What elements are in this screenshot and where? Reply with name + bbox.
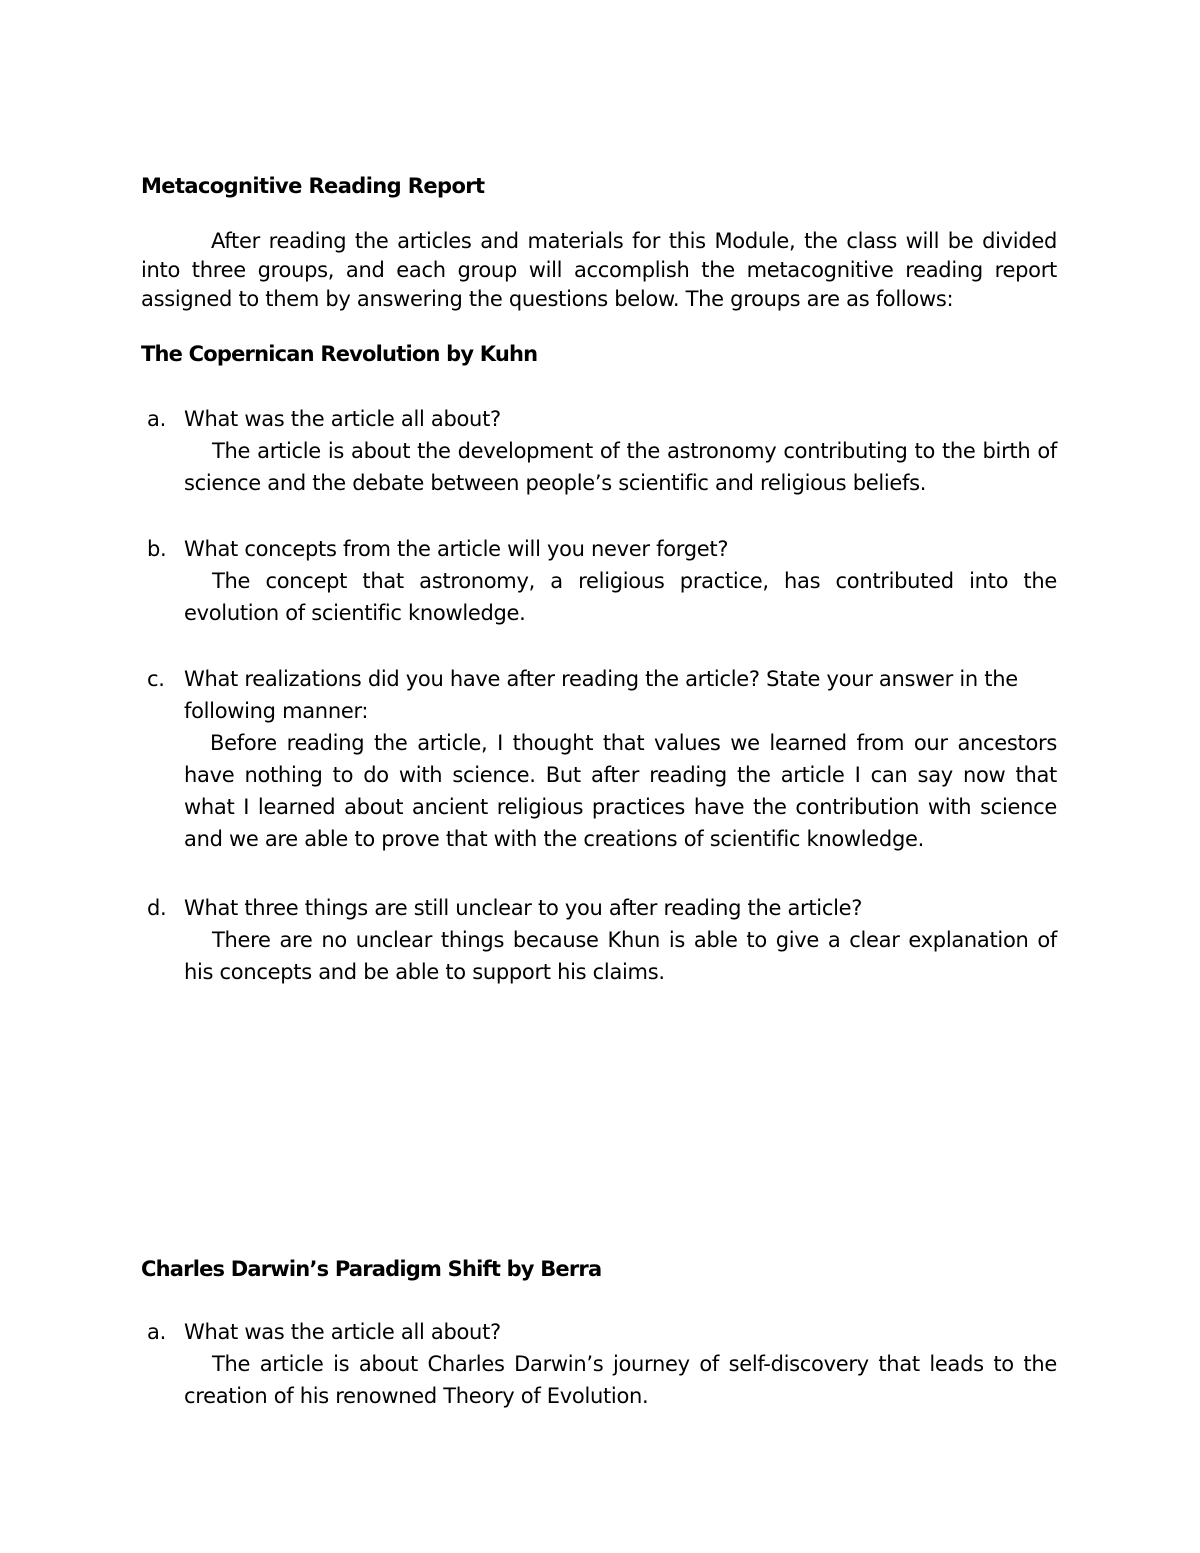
answer-text: Before reading the article, I thought that values we learned from our ancestors have nothing to do with science. But after reading the article I can say now that what I learned about ancient religious practices have the contribution with science and we are able to prove that with the creations of scientific knowledge. <box>184 731 1057 851</box>
answer-text: There are no unclear things because Khun is able to give a clear explanation of his concepts and be able to support his claims. <box>184 928 1057 984</box>
answer-text: The article is about the development of the astronomy contributing to the birth of science and the debate between people’s scientific and religious beliefs. <box>184 439 1057 495</box>
question-letter: c. <box>147 667 165 691</box>
section-title-copernican: The Copernican Revolution by Kuhn <box>141 342 538 366</box>
section-title-darwin: Charles Darwin’s Paradigm Shift by Berra <box>141 1257 602 1281</box>
question-block-c <box>141 663 1057 855</box>
question-block-b <box>141 533 1057 629</box>
document-title: Metacognitive Reading Report <box>141 174 485 198</box>
question-letter: a. <box>147 407 166 431</box>
question-letter: b. <box>147 537 167 561</box>
answer-text: The concept that astronomy, a religious practice, has contributed into the evolution of scientific knowledge. <box>184 569 1057 625</box>
question-text: What concepts from the article will you never forget? <box>184 537 729 561</box>
question-text: What was the article all about? <box>184 1320 501 1344</box>
question-letter: d. <box>147 896 167 920</box>
question-letter: a. <box>147 1320 166 1344</box>
question-block-a <box>141 403 1057 499</box>
intro-paragraph: After reading the articles and materials for this Module, the class will be divided into three groups, and each group will accomplish the metacognitive reading report assigned to them by answering the questions below. The groups are as follows: <box>141 229 1057 311</box>
question-text: What three things are still unclear to you after reading the article? <box>184 896 863 920</box>
question-text: What was the article all about? <box>184 407 501 431</box>
question-block-a <box>141 1316 1057 1412</box>
question-text: What realizations did you have after reading the article? State your answer in the following manner: <box>184 667 1018 723</box>
question-block-d <box>141 892 1057 988</box>
answer-text: The article is about Charles Darwin’s journey of self-discovery that leads to the creation of his renowned Theory of Evolution. <box>184 1352 1057 1408</box>
